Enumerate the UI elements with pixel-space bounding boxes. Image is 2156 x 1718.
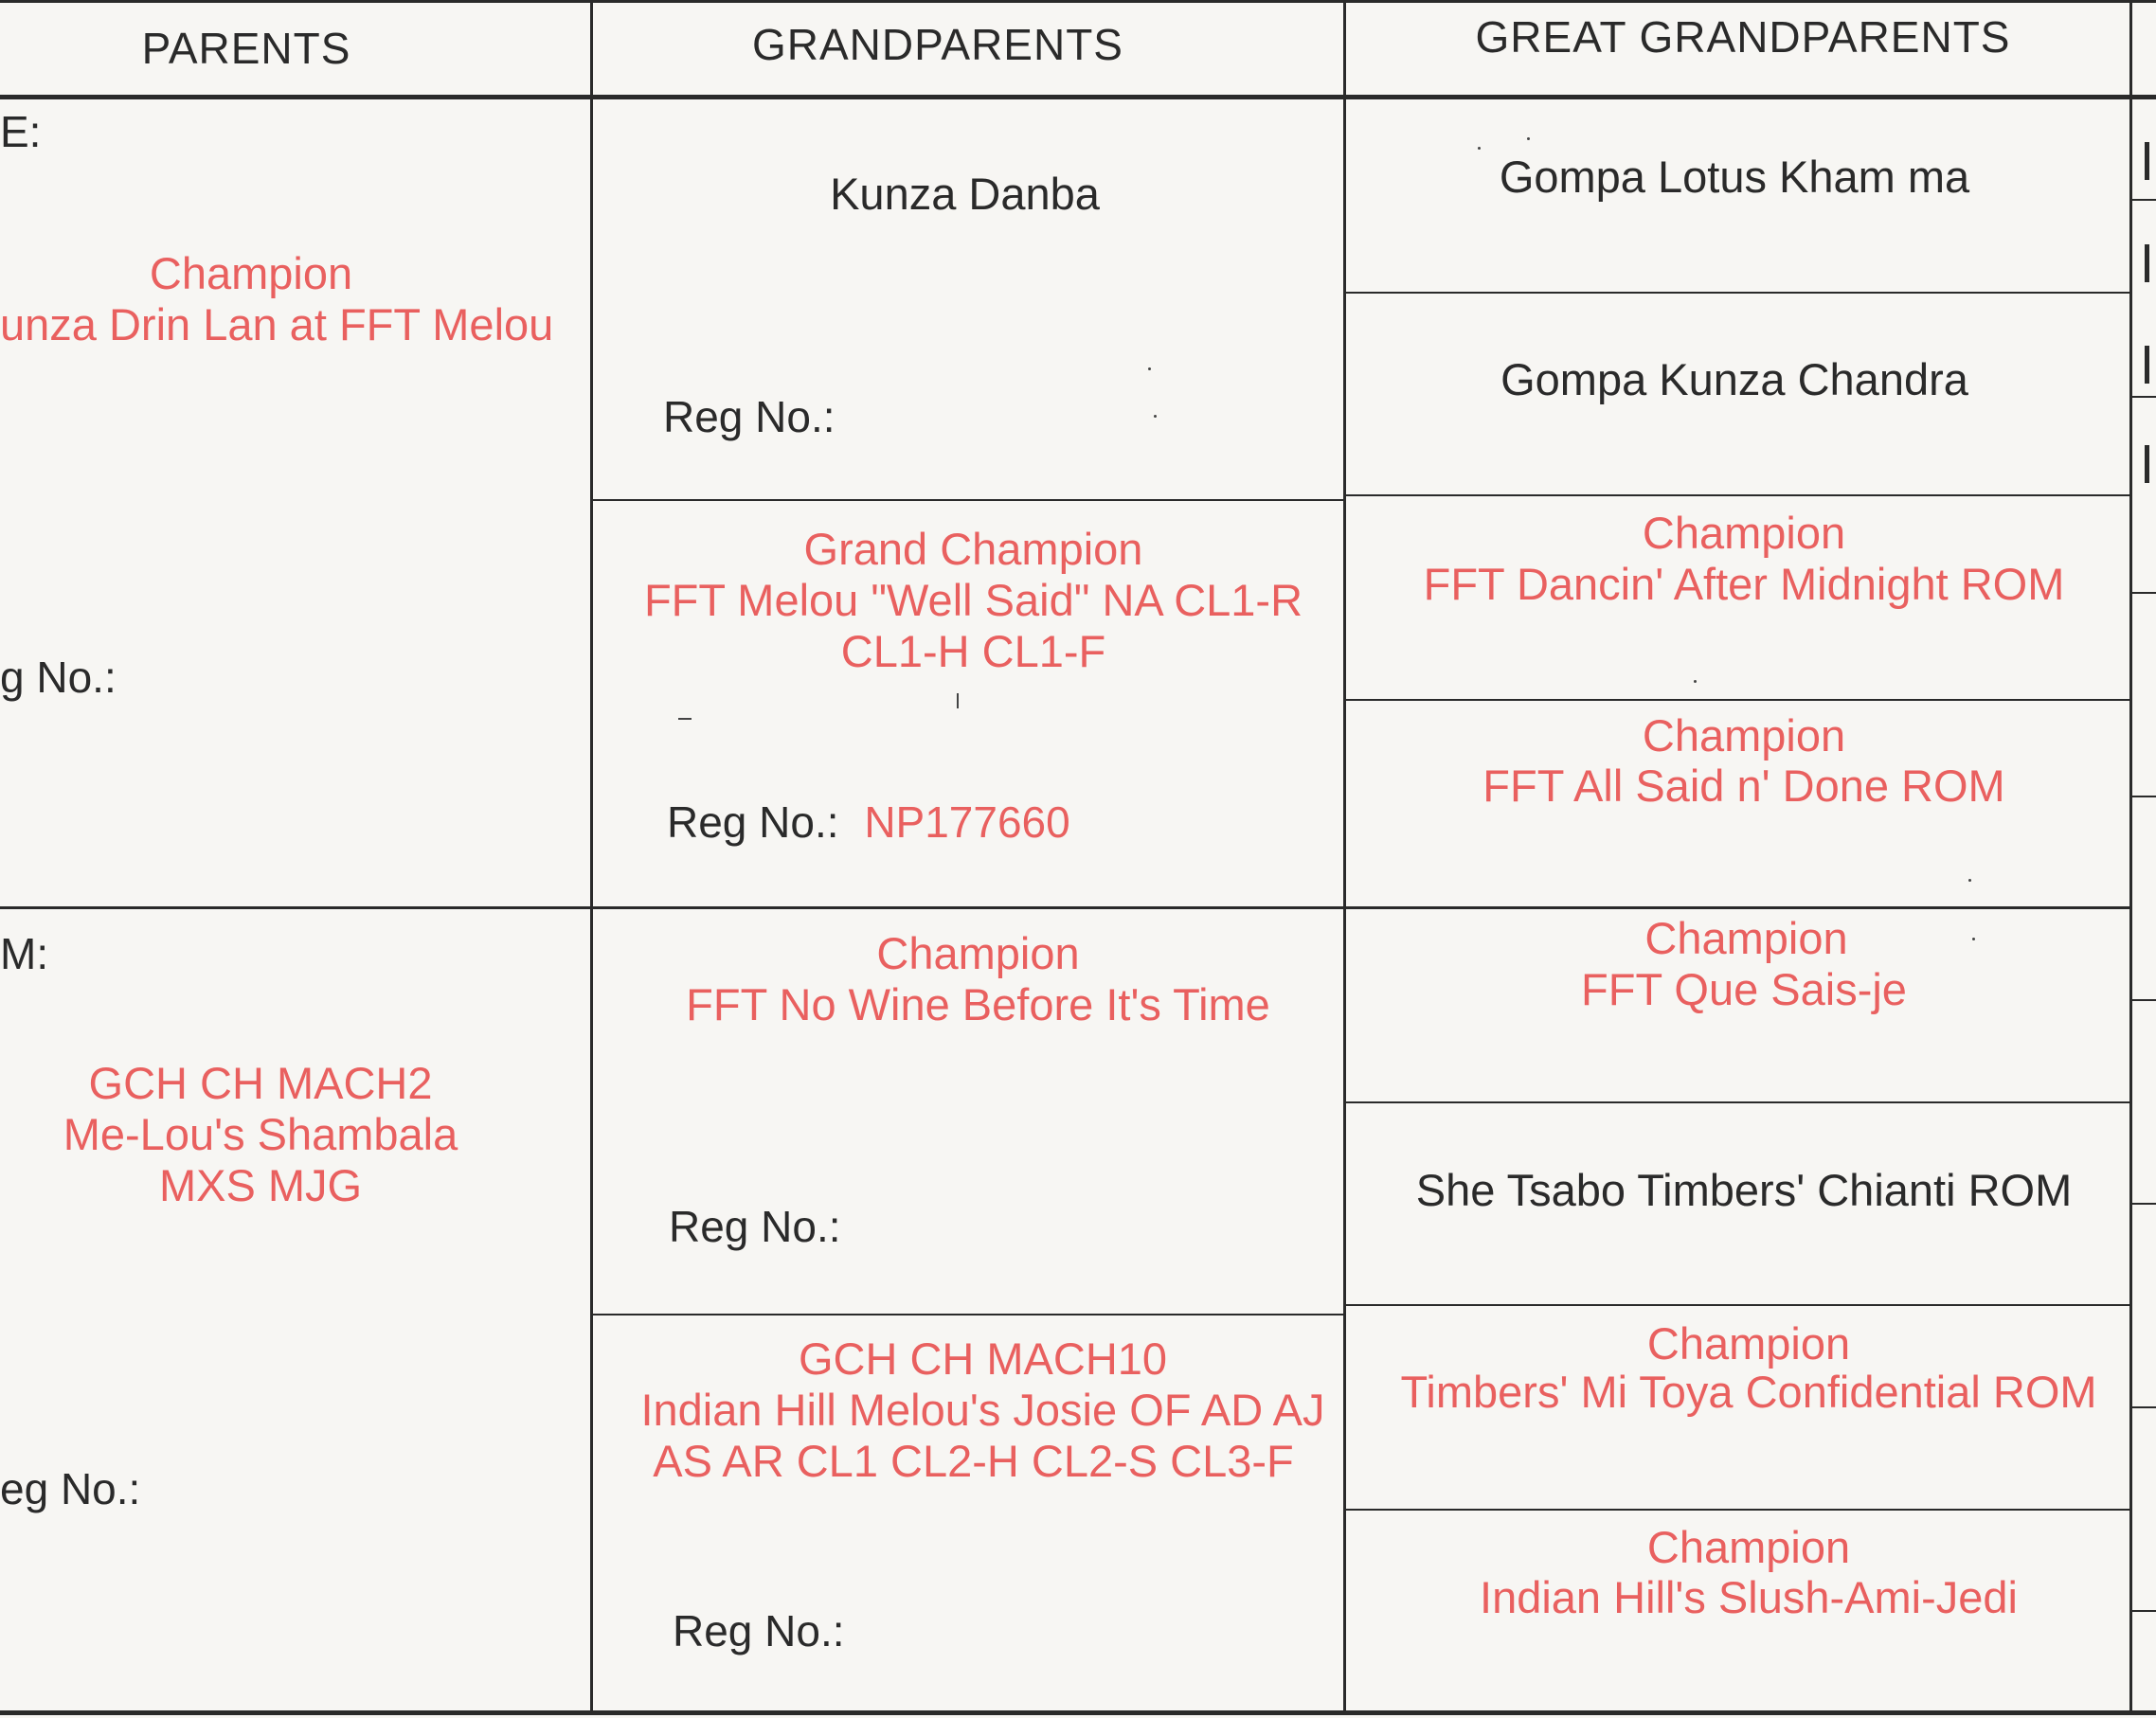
- grandparent-2-reg-value: NP177660: [864, 797, 1070, 847]
- grandparent-2-name-line2: CL1-H CL1-F: [840, 626, 1106, 676]
- edge-line: [2132, 199, 2156, 201]
- sire-title: Champion: [149, 248, 353, 298]
- dam-name-line2: MXS MJG: [158, 1160, 363, 1210]
- grandparent-2-title: Grand Champion: [803, 524, 1143, 574]
- great-grandparent-7-name: Timbers' Mi Toya Confidential ROM: [1400, 1367, 2097, 1417]
- scan-speck: [1154, 415, 1157, 418]
- sire-label: E:: [0, 107, 42, 156]
- great-grandparent-2-name: Gompa Kunza Chandra: [1500, 354, 1968, 404]
- great-grandparent-1-name: Gompa Lotus Kham ma: [1499, 152, 1970, 202]
- great-grandparent-4-name: FFT All Said n' Done ROM: [1482, 761, 2005, 811]
- scan-speck: [1478, 147, 1481, 150]
- grand-row-divider-3: [593, 1314, 1346, 1315]
- dam-title: GCH CH MACH2: [88, 1058, 433, 1108]
- edge-fragment: [2145, 445, 2149, 483]
- edge-line: [2132, 396, 2156, 398]
- col-divider-1: [590, 0, 593, 1712]
- great-grandparent-4-title: Champion: [1642, 710, 1846, 761]
- grandparent-4-name-line1: Indian Hill Melou's Josie OF AD AJ: [640, 1385, 1325, 1435]
- bottom-border: [0, 1710, 2156, 1715]
- grandparent-3-title: Champion: [876, 928, 1080, 978]
- grandparent-1-reg-label: Reg No.:: [663, 392, 835, 441]
- great-grandparent-6-name: She Tsabo Timbers' Chianti ROM: [1415, 1165, 2073, 1215]
- sire-name: unza Drin Lan at FFT Melou: [0, 299, 554, 349]
- great-grandparent-3-name: FFT Dancin' After Midnight ROM: [1423, 559, 2065, 609]
- great-row-divider-1: [1346, 292, 2132, 294]
- great-grandparent-7-title: Champion: [1646, 1318, 1851, 1369]
- great-row-divider-2: [1346, 494, 2132, 496]
- grandparent-3-name: FFT No Wine Before It's Time: [686, 979, 1270, 1029]
- scan-speck: [957, 693, 959, 708]
- scan-speck: [1694, 680, 1697, 683]
- great-row-divider-6: [1346, 1509, 2132, 1511]
- top-border: [0, 0, 2156, 3]
- great-grandparent-5-name: FFT Que Sais-je: [1581, 964, 1907, 1014]
- grandparent-4-name-line2: AS AR CL1 CL2-H CL2-S CL3-F: [653, 1436, 1294, 1486]
- header-parents: PARENTS: [141, 24, 351, 73]
- great-row-divider-4: [1346, 1101, 2132, 1103]
- dam-reg-label: eg No.:: [0, 1464, 141, 1513]
- grandparent-2-reg-label: Reg No.:: [667, 797, 839, 847]
- great-row-divider-3: [1346, 699, 2132, 701]
- scan-speck: [1527, 137, 1530, 140]
- sire-reg-label: g No.:: [0, 653, 117, 702]
- grandparent-4-title: GCH CH MACH10: [798, 1333, 1168, 1384]
- grandparent-2-name-line1: FFT Melou "Well Said" NA CL1-R: [643, 575, 1303, 625]
- dam-label: M:: [0, 929, 49, 978]
- great-grandparent-8-title: Champion: [1646, 1522, 1851, 1572]
- header-grandparents: GRANDPARENTS: [752, 20, 1123, 69]
- edge-fragment: [2145, 346, 2149, 384]
- grand-row-divider-2: [593, 906, 2132, 909]
- grandparent-1-name: Kunza Danba: [830, 169, 1100, 219]
- grand-row-divider-1: [593, 499, 1346, 501]
- scan-speck: [1968, 879, 1971, 882]
- grandparent-4-reg-label: Reg No.:: [673, 1606, 845, 1655]
- great-grandparent-8-name: Indian Hill's Slush-Ami-Jedi: [1480, 1572, 2018, 1622]
- scan-speck: [678, 718, 692, 720]
- col-divider-2: [1343, 0, 1346, 1712]
- grandparent-2-reg: [667, 796, 1070, 848]
- scan-speck: [1972, 938, 1975, 940]
- great-grandparent-5-title: Champion: [1644, 913, 1848, 963]
- dam-name-line1: Me-Lou's Shambala: [63, 1109, 458, 1159]
- great-row-divider-5: [1346, 1304, 2132, 1306]
- edge-fragment: [2145, 142, 2149, 180]
- header-great-grandparents: GREAT GRANDPARENTS: [1475, 12, 2011, 62]
- edge-fragment: [2145, 244, 2149, 282]
- header-divider: [0, 95, 2156, 99]
- grandparent-3-reg-label: Reg No.:: [669, 1202, 841, 1251]
- scan-speck: [1148, 367, 1151, 370]
- col-divider-3: [2129, 0, 2132, 1712]
- great-grandparent-3-title: Champion: [1642, 508, 1846, 558]
